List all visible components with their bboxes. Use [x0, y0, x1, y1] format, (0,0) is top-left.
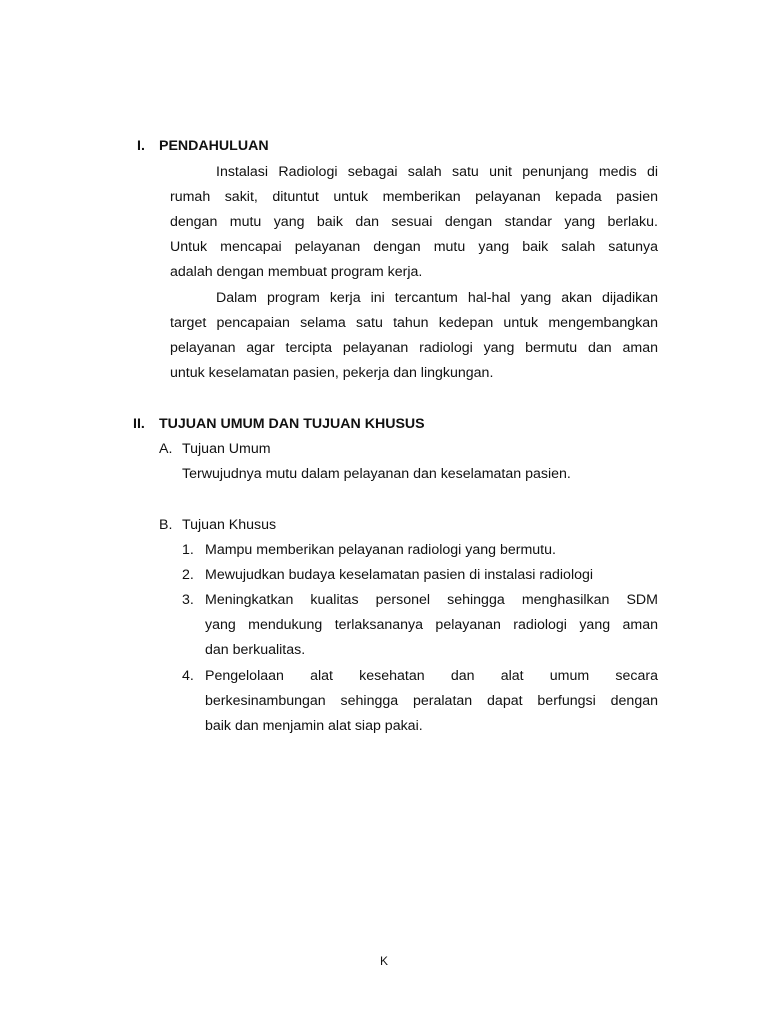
subsection-b-title: Tujuan Khusus	[182, 517, 277, 533]
para1-line: adalah dengan membuat program kerja.	[170, 264, 423, 280]
section-1-title: PENDAHULUAN	[159, 138, 269, 154]
list-item-text: Mewujudkan budaya keselamatan pasien di instalasi radiologi	[205, 567, 594, 583]
list-item-text: Mampu memberikan pelayanan radiologi yang bermutu.	[205, 542, 556, 558]
para1-line: dengan mutu yang baik dan sesuai dengan standar yang berlaku.	[170, 214, 658, 230]
para1-line: Instalasi Radiologi sebagai salah satu unit penunjang medis di	[216, 164, 658, 180]
page-number: K	[379, 954, 388, 968]
list-item-text: yang mendukung terlaksananya pelayanan radiologi yang aman	[205, 617, 658, 633]
list-item-text: berkesinambungan sehingga peralatan dapat berfungsi dengan	[205, 693, 658, 709]
subsection-b-letter: B.	[159, 517, 173, 533]
subsection-a-title: Tujuan Umum	[182, 441, 271, 457]
section-2-title: TUJUAN UMUM DAN TUJUAN KHUSUS	[159, 416, 425, 432]
section-2-number: II.	[133, 416, 145, 432]
para1-line: rumah sakit, dituntut untuk memberikan pelayanan kepada pasien	[170, 189, 658, 205]
list-item-text: baik dan menjamin alat siap pakai.	[205, 718, 423, 734]
list-item-number: 4.	[182, 668, 194, 684]
para2-line: pelayanan agar tercipta pelayanan radiologi yang bermutu dan aman	[170, 340, 658, 356]
list-item-number: 1.	[182, 542, 194, 558]
list-item-text: dan berkualitas.	[205, 642, 306, 658]
para2-line: Dalam program kerja ini tercantum hal-hal yang akan dijadikan	[216, 290, 658, 306]
list-item-number: 2.	[182, 567, 194, 583]
para1-line: Untuk mencapai pelayanan dengan mutu yang baik salah satunya	[170, 239, 658, 255]
section-1-number: I.	[137, 138, 145, 154]
subsection-a-text: Terwujudnya mutu dalam pelayanan dan keselamatan pasien.	[182, 466, 571, 482]
para2-line: untuk keselamatan pasien, pekerja dan lingkungan.	[170, 365, 494, 381]
list-item-text: Pengelolaan alat kesehatan dan alat umum secara	[205, 668, 658, 684]
subsection-a-letter: A.	[159, 441, 173, 457]
list-item-text: Meningkatkan kualitas personel sehingga menghasilkan SDM	[205, 592, 658, 608]
para2-line: target pencapaian selama satu tahun kedepan untuk mengembangkan	[170, 315, 658, 331]
list-item-number: 3.	[182, 592, 194, 608]
